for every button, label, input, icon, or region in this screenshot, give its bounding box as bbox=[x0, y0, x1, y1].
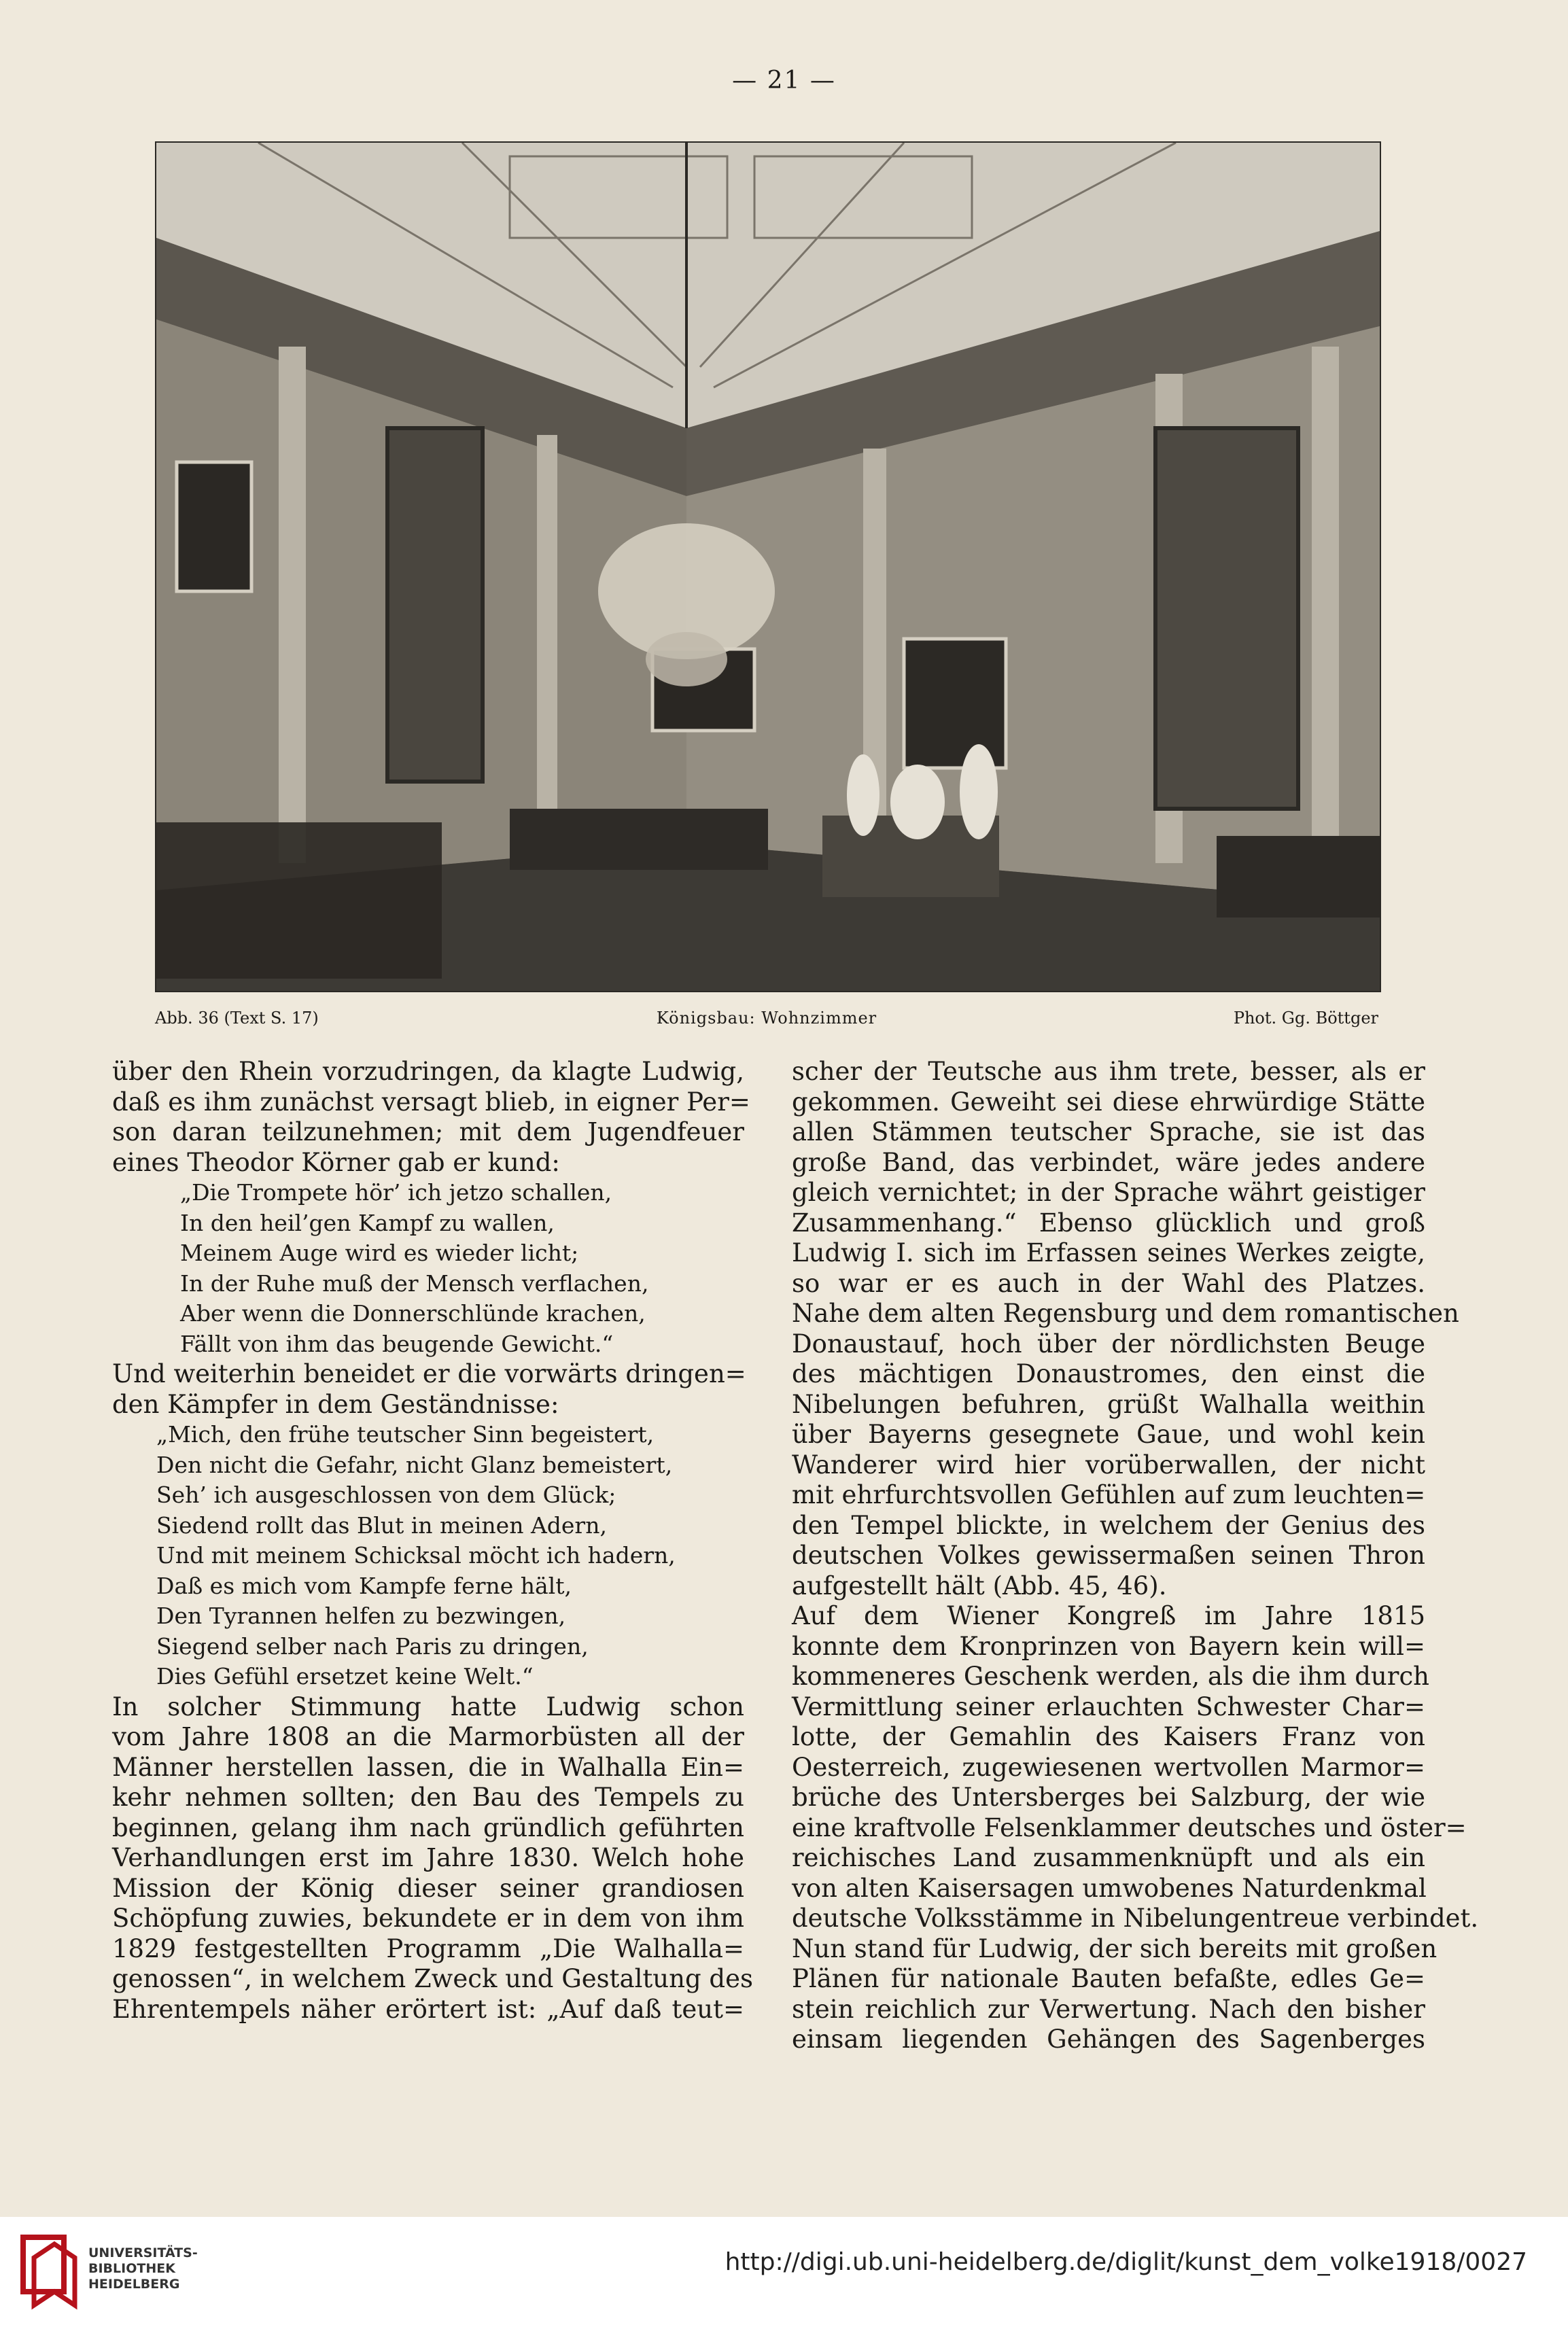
text-line: des mächtigen Donaustromes, den einst die bbox=[792, 1359, 1425, 1388]
text-line: stein reichlich zur Verwertung. Nach den bisher bbox=[792, 1994, 1425, 2024]
text-line: kommeneres Geschenk werden, als die ihm durch bbox=[792, 1662, 1429, 1691]
text-line: allen Stämmen teutscher Sprache, sie ist das bbox=[792, 1117, 1425, 1147]
verse-line: Fällt von ihm das beugende Gewicht.“ bbox=[180, 1330, 614, 1357]
text-line: über Bayerns gesegnete Gaue, und wohl kein bbox=[792, 1420, 1425, 1449]
text-line: aufgestellt hält (Abb. 45, 46). bbox=[792, 1571, 1167, 1600]
text-line: Ludwig I. sich im Erfassen seines Werkes zeigte, bbox=[792, 1238, 1425, 1267]
text-line: so war er es auch in der Wahl des Platzes. bbox=[792, 1268, 1425, 1298]
verse-line: Den Tyrannen helfen zu bezwingen, bbox=[156, 1603, 566, 1629]
text-line: Mission der König dieser seiner grandiosen bbox=[112, 1873, 744, 1903]
text-line: Vermittlung seiner erlauchten Schwester Char= bbox=[792, 1692, 1425, 1721]
figure-number: Abb. 36 (Text S. 17) bbox=[155, 1009, 319, 1028]
verse-line: Und mit meinem Schicksal möcht ich hadern, bbox=[156, 1542, 676, 1569]
verse-line: Den nicht die Gefahr, nicht Glanz bemeistert, bbox=[156, 1451, 673, 1478]
text-line: lotte, der Gemahlin des Kaisers Franz von bbox=[792, 1722, 1425, 1751]
text-line: Männer herstellen lassen, die in Walhalla Ein= bbox=[112, 1752, 744, 1782]
verse-line: Meinem Auge wird es wieder licht; bbox=[180, 1240, 579, 1266]
text-line: Oesterreich, zugewiesenen wertvollen Marmor= bbox=[792, 1752, 1425, 1782]
text-line: Auf dem Wiener Kongreß im Jahre 1815 bbox=[792, 1601, 1425, 1630]
photo-illustration bbox=[156, 143, 1380, 991]
text-line: deutsche Volksstämme in Nibelungentreue verbindet. bbox=[792, 1904, 1479, 1933]
text-line: große Band, das verbindet, wäre jedes andere bbox=[792, 1147, 1425, 1177]
verse-line: Siedend rollt das Blut in meinen Adern, bbox=[156, 1511, 607, 1539]
library-name-line: BIBLIOTHEK bbox=[88, 2261, 175, 2276]
text-line: Plänen für nationale Bauten befaßte, edles Ge= bbox=[792, 1964, 1425, 1993]
right-text-column bbox=[792, 1057, 1479, 2055]
text-line: gleich vernichtet; in der Sprache währt geistiger bbox=[792, 1178, 1425, 1207]
text-line: Donaustauf, hoch über der nördlichsten Beuge bbox=[792, 1329, 1425, 1359]
text-line: den Tempel blickte, in welchem der Genius des bbox=[792, 1510, 1425, 1540]
text-line: Schöpfung zuwies, bekundete er in dem von ihm bbox=[112, 1904, 744, 1933]
text-line: von alten Kaisersagen umwobenes Naturdenkmal bbox=[792, 1873, 1427, 1903]
figure-title: Königsbau: Wohnzimmer bbox=[656, 1009, 877, 1028]
photo-credit: Phot. Gg. Böttger bbox=[1233, 1009, 1378, 1028]
text-line: kehr nehmen sollten; den Bau des Tempels zu bbox=[112, 1783, 744, 1812]
text-line: beginnen, gelang ihm nach gründlich geführten bbox=[112, 1813, 744, 1842]
text-line: konnte dem Kronprinzen von Bayern kein will= bbox=[792, 1631, 1425, 1661]
source-url[interactable]: http://digi.ub.uni-heidelberg.de/diglit/kunst_dem_volke1918/0027 bbox=[725, 2248, 1527, 2276]
text-line: über den Rhein vorzudringen, da klagte Ludwig, bbox=[112, 1057, 744, 1086]
text-line: gekommen. Geweiht sei diese ehrwürdige Stätte bbox=[792, 1087, 1425, 1117]
verse-line: Seh’ ich ausgeschlossen von dem Glück; bbox=[156, 1482, 616, 1508]
verse-line: „Mich, den frühe teutscher Sinn begeistert, bbox=[156, 1421, 655, 1448]
verse-line: „Die Trompete hör’ ich jetzo schallen, bbox=[180, 1179, 612, 1206]
text-line: einsam liegenden Gehängen des Sagenberges bbox=[792, 2025, 1425, 2054]
text-line: reichisches Land zusammenknüpft und als ein bbox=[792, 1843, 1425, 1872]
text-line: Nibelungen befuhren, grüßt Walhalla weithin bbox=[792, 1389, 1425, 1419]
library-logo-icon bbox=[20, 2230, 82, 2312]
text-line: Zusammenhang.“ Ebenso glücklich und groß bbox=[792, 1208, 1425, 1238]
text-line: mit ehrfurchtsvollen Gefühlen auf zum leuchten= bbox=[792, 1480, 1426, 1509]
text-line: Und weiterhin beneidet er die vorwärts dringen= bbox=[112, 1359, 746, 1388]
text-line: brüche des Untersberges bei Salzburg, der wie bbox=[792, 1783, 1425, 1812]
verse-line: Dies Gefühl ersetzet keine Welt.“ bbox=[156, 1663, 534, 1690]
text-line: vom Jahre 1808 an die Marmorbüsten all der bbox=[112, 1722, 744, 1751]
text-line: Nahe dem alten Regensburg und dem romantischen bbox=[792, 1299, 1459, 1328]
text-line: daß es ihm zunächst versagt blieb, in eigner Per= bbox=[112, 1087, 750, 1117]
text-line: eines Theodor Körner gab er kund: bbox=[112, 1147, 560, 1177]
text-line: genossen“, in welchem Zweck und Gestaltung des bbox=[112, 1964, 753, 1993]
verse-line: Aber wenn die Donnerschlünde krachen, bbox=[180, 1300, 646, 1327]
left-text-column bbox=[112, 1057, 753, 2025]
text-line: 1829 festgestellten Programm „Die Walhalla= bbox=[112, 1934, 744, 1963]
text-line: Nun stand für Ludwig, der sich bereits mit großen bbox=[792, 1934, 1438, 1963]
text-line: scher der Teutsche aus ihm trete, besser, als er bbox=[792, 1057, 1425, 1086]
text-line: den Kämpfer in dem Geständnisse: bbox=[112, 1389, 559, 1419]
verse-line: In den heil’gen Kampf zu wallen, bbox=[180, 1209, 555, 1236]
text-line: In solcher Stimmung hatte Ludwig schon bbox=[112, 1692, 744, 1721]
text-line: eine kraftvolle Felsenklammer deutsches und öster= bbox=[792, 1813, 1467, 1842]
figure-caption bbox=[155, 1009, 1378, 1036]
library-name bbox=[88, 2245, 198, 2292]
text-line: Wanderer wird hier vorüberwallen, der nicht bbox=[792, 1450, 1425, 1480]
text-line: son daran teilzunehmen; mit dem Jugendfeuer bbox=[112, 1117, 744, 1147]
library-name-line: UNIVERSITÄTS- bbox=[88, 2245, 198, 2260]
text-line: deutschen Volkes gewissermaßen seinen Thron bbox=[792, 1541, 1425, 1570]
text-line: Verhandlungen erst im Jahre 1830. Welch hohe bbox=[112, 1843, 744, 1872]
library-footer bbox=[0, 2217, 1568, 2327]
library-name-line: HEIDELBERG bbox=[88, 2277, 180, 2292]
interior-photograph bbox=[155, 141, 1381, 992]
verse-line: Siegend selber nach Paris zu dringen, bbox=[156, 1632, 589, 1660]
verse-line: In der Ruhe muß der Mensch verflachen, bbox=[180, 1270, 649, 1297]
verse-line: Daß es mich vom Kampfe ferne hält, bbox=[156, 1572, 572, 1599]
page-number: — 21 — bbox=[732, 67, 836, 94]
text-line: Ehrentempels näher erörtert ist: „Auf daß teut= bbox=[112, 1994, 744, 2024]
